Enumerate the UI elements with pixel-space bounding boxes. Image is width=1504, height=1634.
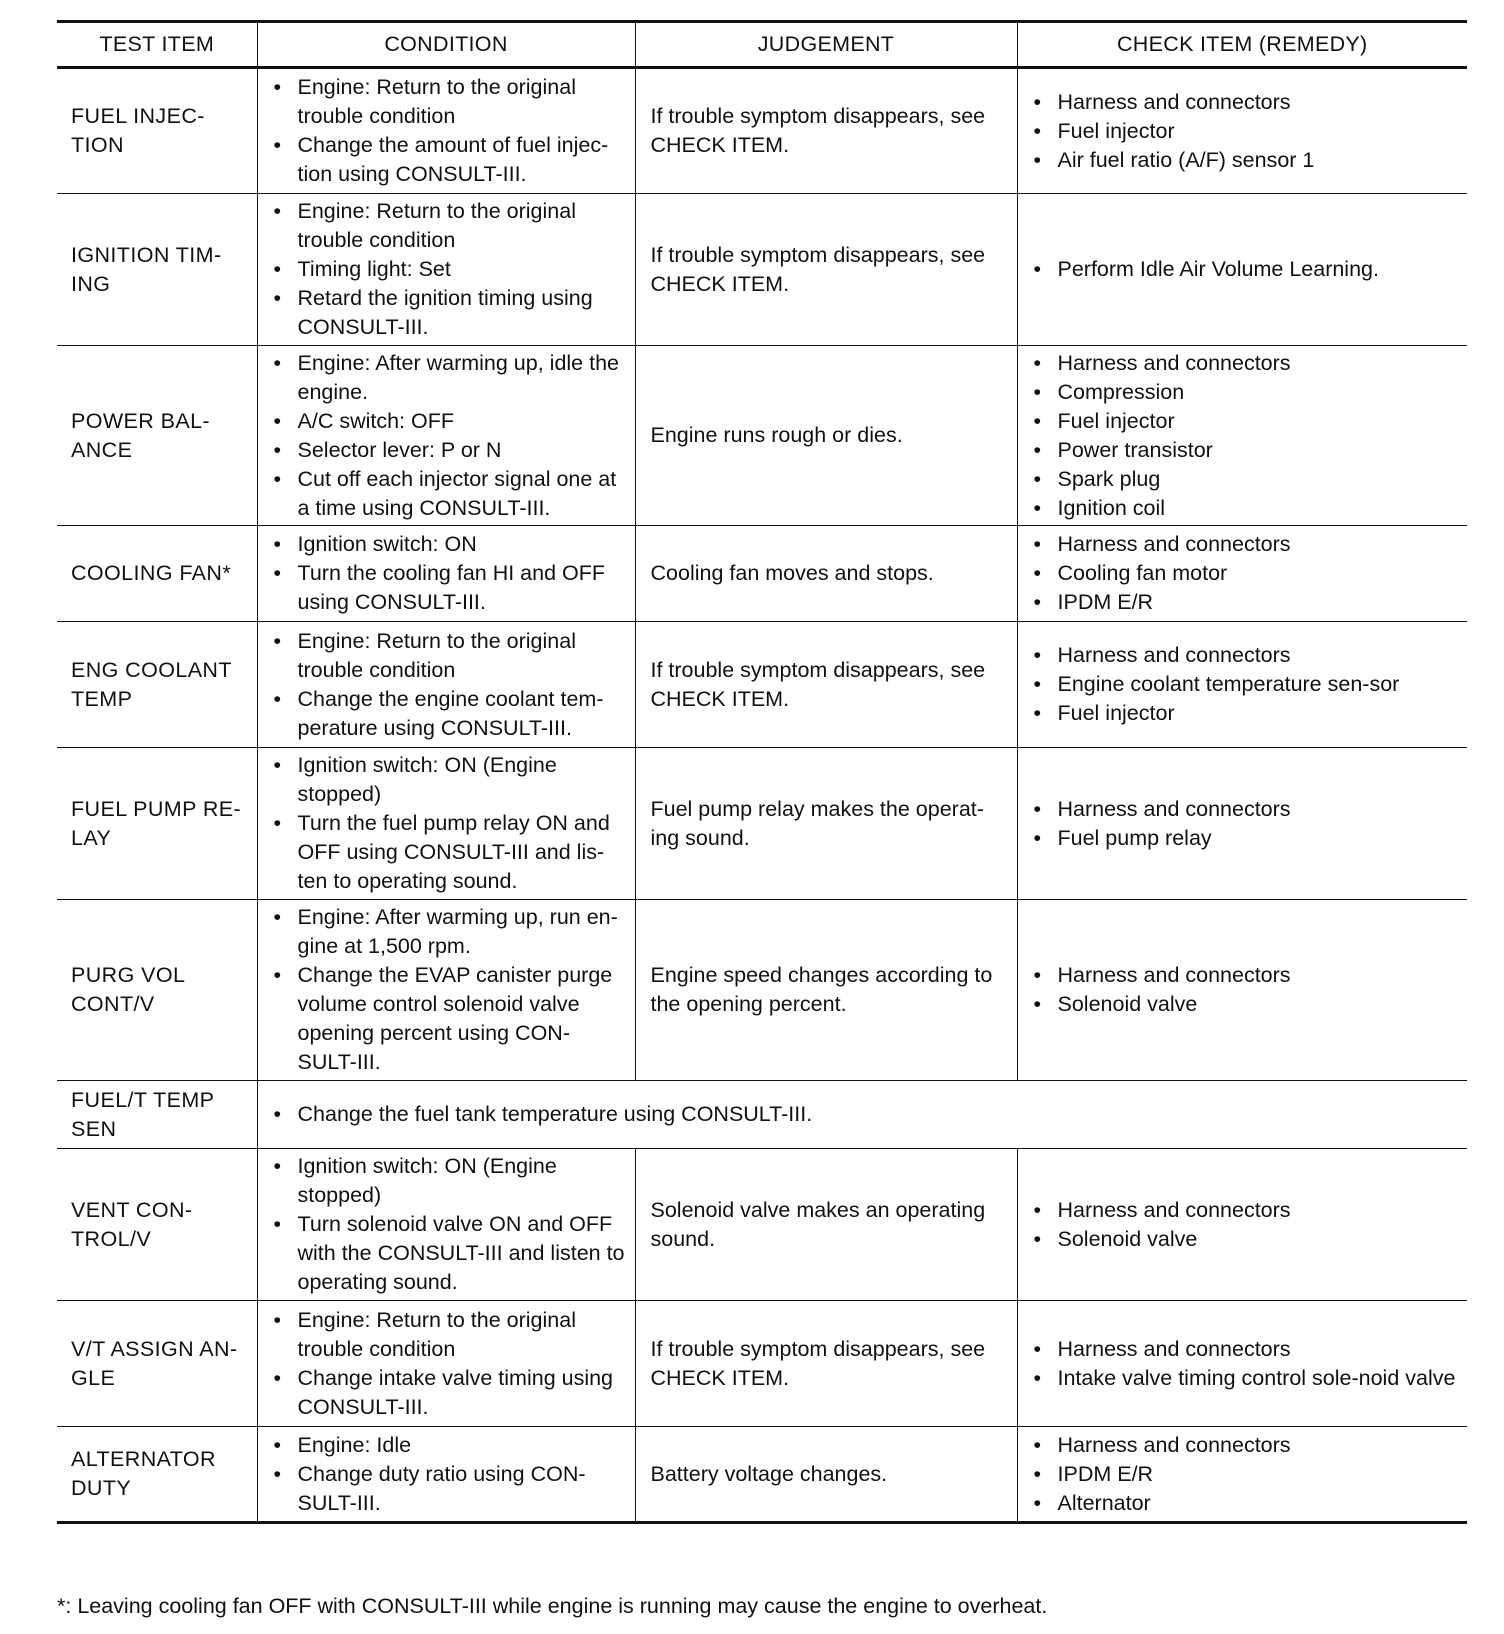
check-item-cell: [1017, 1149, 1467, 1301]
test-item-cell: [57, 900, 257, 1081]
table-body: [57, 68, 1467, 1523]
test-item-cell: [57, 1149, 257, 1301]
check-item-list: [1034, 530, 1460, 617]
condition-cell: [257, 1149, 635, 1301]
judgement-cell: Battery voltage changes.: [635, 1427, 1017, 1523]
check-item-list: [1034, 349, 1460, 523]
check-item-bullet: • Spark plug: [1034, 465, 1460, 494]
span-cell: [257, 1081, 1467, 1149]
condition-list: [274, 751, 627, 896]
judgement-cell: If trouble symptom disappears, see CHECK ITEM.: [635, 622, 1017, 748]
condition-list: [274, 627, 627, 743]
condition-list: [274, 197, 627, 342]
condition-bullet: • Change the engine coolant tem-perature using CONSULT-III.: [274, 685, 627, 743]
judgement-cell: Fuel pump relay makes the operat-ing sound.: [635, 748, 1017, 900]
condition-bullet: • Engine: Idle: [274, 1431, 627, 1460]
condition-list: [274, 1152, 627, 1297]
table-row: [57, 1427, 1467, 1523]
condition-list: [274, 530, 627, 617]
table-row: [57, 526, 1467, 622]
condition-bullet: • Selector lever: P or N: [274, 436, 627, 465]
condition-list: [274, 1431, 627, 1518]
check-item-list: [1034, 88, 1460, 175]
condition-list: [274, 903, 627, 1077]
judgement-cell: Solenoid valve makes an operating sound.: [635, 1149, 1017, 1301]
condition-cell: [257, 748, 635, 900]
table-header-row: [57, 22, 1467, 68]
condition-bullet: • Engine: Return to the original trouble condition: [274, 73, 627, 131]
span-bullet: • Change the fuel tank temperature using CONSULT-III.: [274, 1100, 1460, 1129]
check-item-bullet: • Harness and connectors: [1034, 1196, 1460, 1225]
header-condition: CONDITION: [257, 22, 635, 68]
check-item-bullet: • Alternator: [1034, 1489, 1460, 1518]
test-item-label: FUEL INJEC- TION: [71, 104, 205, 157]
test-item-cell: [57, 526, 257, 622]
check-item-bullet: • IPDM E/R: [1034, 588, 1460, 617]
test-item-label: VENT CON- TROL/V: [71, 1197, 193, 1251]
check-item-bullet: • Ignition coil: [1034, 494, 1460, 523]
test-item-label: IGNITION TIM- ING: [71, 242, 222, 296]
condition-bullet: • Turn the fuel pump relay ON and OFF using CONSULT-III and lis-ten to operating sound.: [274, 809, 627, 896]
judgement-cell: If trouble symptom disappears, see CHECK ITEM.: [635, 68, 1017, 194]
check-item-list: [1034, 255, 1460, 284]
header-judgement: JUDGEMENT: [635, 22, 1017, 68]
test-item-cell: [57, 1427, 257, 1523]
check-item-bullet: • Fuel injector: [1034, 407, 1460, 436]
condition-bullet: • Ignition switch: ON (Engine stopped): [274, 751, 627, 809]
header-check-item: CHECK ITEM (REMEDY): [1017, 22, 1467, 68]
condition-bullet: • Change the amount of fuel injec-tion using CONSULT-III.: [274, 131, 627, 189]
check-item-cell: [1017, 68, 1467, 194]
span-list: [274, 1100, 1460, 1129]
check-item-list: [1034, 1335, 1460, 1393]
check-item-bullet: • Harness and connectors: [1034, 530, 1460, 559]
judgement-cell: If trouble symptom disappears, see CHECK ITEM.: [635, 194, 1017, 346]
check-item-bullet: • Harness and connectors: [1034, 641, 1460, 670]
condition-bullet: • Change intake valve timing using CONSULT-III.: [274, 1364, 627, 1422]
condition-list: [274, 1306, 627, 1422]
check-item-list: [1034, 641, 1460, 728]
check-item-cell: [1017, 1301, 1467, 1427]
condition-cell: [257, 900, 635, 1081]
check-item-bullet: • Harness and connectors: [1034, 795, 1460, 824]
condition-bullet: • Engine: Return to the original trouble condition: [274, 1306, 627, 1364]
table-row: [57, 346, 1467, 526]
table-row: [57, 1301, 1467, 1427]
table-row: [57, 194, 1467, 346]
check-item-bullet: • Fuel pump relay: [1034, 824, 1460, 853]
test-item-cell: [57, 346, 257, 526]
condition-bullet: • Ignition switch: ON: [274, 530, 627, 559]
condition-cell: [257, 526, 635, 622]
table-row: [57, 68, 1467, 194]
judgement-cell: If trouble symptom disappears, see CHECK ITEM.: [635, 1301, 1017, 1427]
document-body: [57, 20, 1467, 1524]
check-item-cell: [1017, 622, 1467, 748]
table-row: [57, 1149, 1467, 1301]
check-item-bullet: • Fuel injector: [1034, 117, 1460, 146]
header-test-item: TEST ITEM: [57, 22, 257, 68]
check-item-bullet: • Harness and connectors: [1034, 1335, 1460, 1364]
condition-bullet: • Ignition switch: ON (Engine stopped): [274, 1152, 627, 1210]
condition-bullet: • Change duty ratio using CON-SULT-III.: [274, 1460, 627, 1518]
check-item-cell: [1017, 526, 1467, 622]
footnote: *: Leaving cooling fan OFF with CONSULT-III while engine is running may cause the engine to overheat.: [57, 1594, 1048, 1618]
condition-bullet: • Engine: Return to the original trouble condition: [274, 197, 627, 255]
judgement-cell: Engine runs rough or dies.: [635, 346, 1017, 526]
check-item-cell: [1017, 748, 1467, 900]
condition-bullet: • Engine: After warming up, idle the engine.: [274, 349, 627, 407]
judgement-cell: Engine speed changes according to the opening percent.: [635, 900, 1017, 1081]
check-item-bullet: • Cooling fan motor: [1034, 559, 1460, 588]
check-item-bullet: • Solenoid valve: [1034, 990, 1460, 1019]
table-row: [57, 900, 1467, 1081]
test-item-cell: [57, 1301, 257, 1427]
test-item-cell: [57, 68, 257, 194]
test-item-cell: [57, 622, 257, 748]
condition-cell: [257, 622, 635, 748]
test-item-label: FUEL PUMP RE- LAY: [71, 796, 242, 850]
check-item-cell: [1017, 900, 1467, 1081]
condition-cell: [257, 1427, 635, 1523]
check-item-bullet: • IPDM E/R: [1034, 1460, 1460, 1489]
test-item-cell: [57, 194, 257, 346]
check-item-bullet: • Intake valve timing control sole-noid valve: [1034, 1364, 1460, 1393]
check-item-cell: [1017, 1427, 1467, 1523]
check-item-bullet: • Power transistor: [1034, 436, 1460, 465]
check-item-list: [1034, 1196, 1460, 1254]
check-item-bullet: • Harness and connectors: [1034, 349, 1460, 378]
test-item-label: PURG VOL CONT/V: [71, 963, 186, 1016]
check-item-bullet: • Harness and connectors: [1034, 88, 1460, 117]
condition-bullet: • Retard the ignition timing using CONSULT-III.: [274, 284, 627, 342]
condition-list: [274, 73, 627, 189]
test-item-label: V/T ASSIGN AN- GLE: [71, 1336, 238, 1390]
table-row: [57, 622, 1467, 748]
check-item-bullet: • Harness and connectors: [1034, 1431, 1460, 1460]
test-item-label: COOLING FAN*: [71, 561, 232, 585]
condition-cell: [257, 194, 635, 346]
condition-bullet: • Timing light: Set: [274, 255, 627, 284]
condition-bullet: • Turn solenoid valve ON and OFF with the CONSULT-III and listen to operating sound.: [274, 1210, 627, 1297]
condition-list: [274, 349, 627, 523]
table-row: [57, 1081, 1467, 1149]
check-item-bullet: • Perform Idle Air Volume Learning.: [1034, 255, 1460, 284]
check-item-list: [1034, 795, 1460, 853]
test-item-cell: [57, 1081, 257, 1149]
check-item-bullet: • Fuel injector: [1034, 699, 1460, 728]
test-item-label: ENG COOLANT TEMP: [71, 657, 232, 711]
check-item-bullet: • Solenoid valve: [1034, 1225, 1460, 1254]
condition-bullet: • A/C switch: OFF: [274, 407, 627, 436]
judgement-cell: Cooling fan moves and stops.: [635, 526, 1017, 622]
check-item-list: [1034, 1431, 1460, 1518]
test-item-label: ALTERNATOR DUTY: [71, 1447, 216, 1500]
condition-bullet: • Cut off each injector signal one at a time using CONSULT-III.: [274, 465, 627, 523]
test-item-cell: [57, 748, 257, 900]
check-item-list: [1034, 961, 1460, 1019]
check-item-bullet: • Air fuel ratio (A/F) sensor 1: [1034, 146, 1460, 175]
condition-bullet: • Engine: Return to the original trouble condition: [274, 627, 627, 685]
condition-bullet: • Turn the cooling fan HI and OFF using CONSULT-III.: [274, 559, 627, 617]
check-item-bullet: • Harness and connectors: [1034, 961, 1460, 990]
table-row: [57, 748, 1467, 900]
check-item-bullet: • Compression: [1034, 378, 1460, 407]
condition-cell: [257, 1301, 635, 1427]
check-item-bullet: • Engine coolant temperature sen-sor: [1034, 670, 1460, 699]
test-item-label: FUEL/T TEMP SEN: [71, 1087, 215, 1141]
condition-bullet: • Change the EVAP canister purge volume control solenoid valve opening percent using CON-SULT-III.: [274, 961, 627, 1077]
condition-cell: [257, 68, 635, 194]
check-item-cell: [1017, 194, 1467, 346]
condition-bullet: • Engine: After warming up, run en-gine at 1,500 rpm.: [274, 903, 627, 961]
active-test-table: [57, 20, 1467, 1524]
condition-cell: [257, 346, 635, 526]
test-item-label: POWER BAL- ANCE: [71, 408, 210, 462]
check-item-cell: [1017, 346, 1467, 526]
